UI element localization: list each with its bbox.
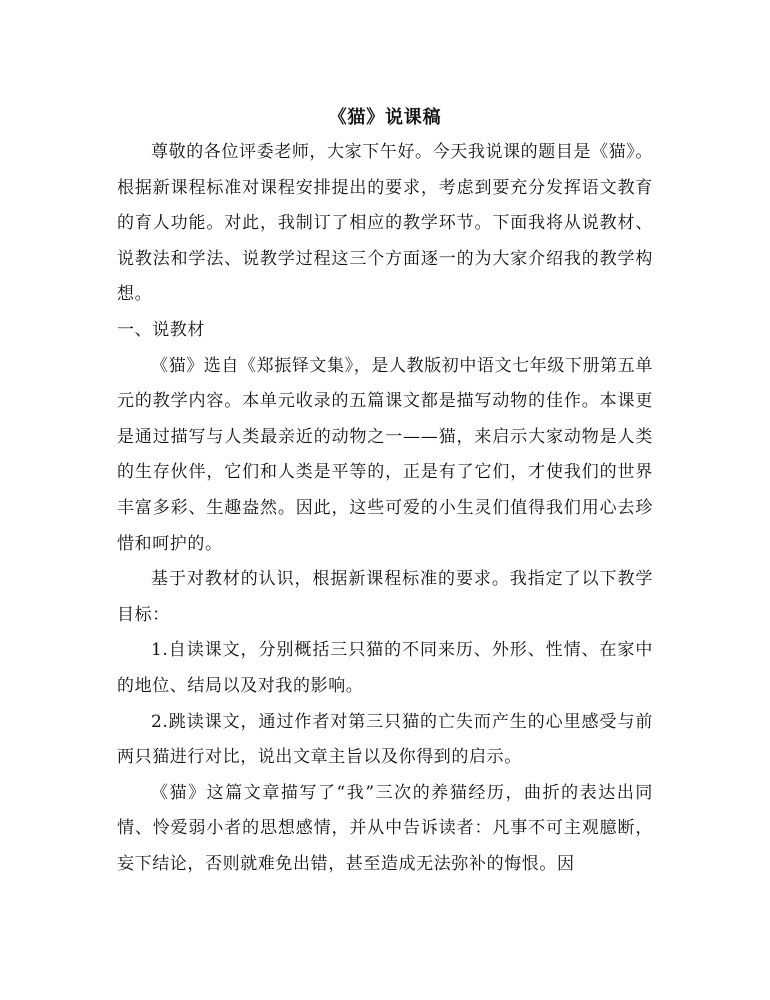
paragraph-goal-1: 1.自读课文，分别概括三只猫的不同来历、外形、性情、在家中的地位、结局以及对我的影响。 bbox=[117, 640, 653, 696]
paragraph-teaching-goals-intro: 基于对教材的认识，根据新课程标准的要求。我指定了以下教学目标： bbox=[117, 569, 653, 625]
paragraph-textbook-description: 《猫》选自《郑振铎文集》，是人教版初中语文七年级下册第五单元的教学内容。本单元收录的五篇课文都是描写动物的佳作。本课更是通过描写与人类最亲近的动物之一——猫，来启示大家动物是人类的生存伙伴，它们和人类是平等的，正是有了它们，才使我们的世界丰富多彩、生趣盎然。因此，这些可爱的小生灵们值得我们用心去珍惜和呵护的。 bbox=[117, 355, 653, 554]
section-heading-textbook: 一、说教材 bbox=[117, 319, 205, 340]
document-body bbox=[117, 103, 653, 882]
document-title: 《猫》说课稿 bbox=[328, 107, 442, 128]
paragraph-goal-2: 2.跳读课文，通过作者对第三只猫的亡失而产生的心里感受与前两只猫进行对比，说出文章主旨以及你得到的启示。 bbox=[117, 711, 653, 768]
paragraph-article-summary: 《猫》这篇文章描写了“我”三次的养猫经历，曲折的表达出同情、怜爱弱小者的思想感情，并从中告诉读者：凡事不可主观臆断，妄下结论，否则就难免出错，甚至造成无法弥补的悔恨。因 bbox=[117, 782, 653, 874]
paragraph-intro: 尊敬的各位评委老师，大家下午好。今天我说课的题目是《猫》。根据新课程标准对课程安排提出的要求，考虑到要充分发挥语文教育的育人功能。对此，我制订了相应的教学环节。下面我将从说教材、说教法和学法、说教学过程这三个方面逐一的为大家介绍我的教学构想。 bbox=[117, 142, 653, 305]
